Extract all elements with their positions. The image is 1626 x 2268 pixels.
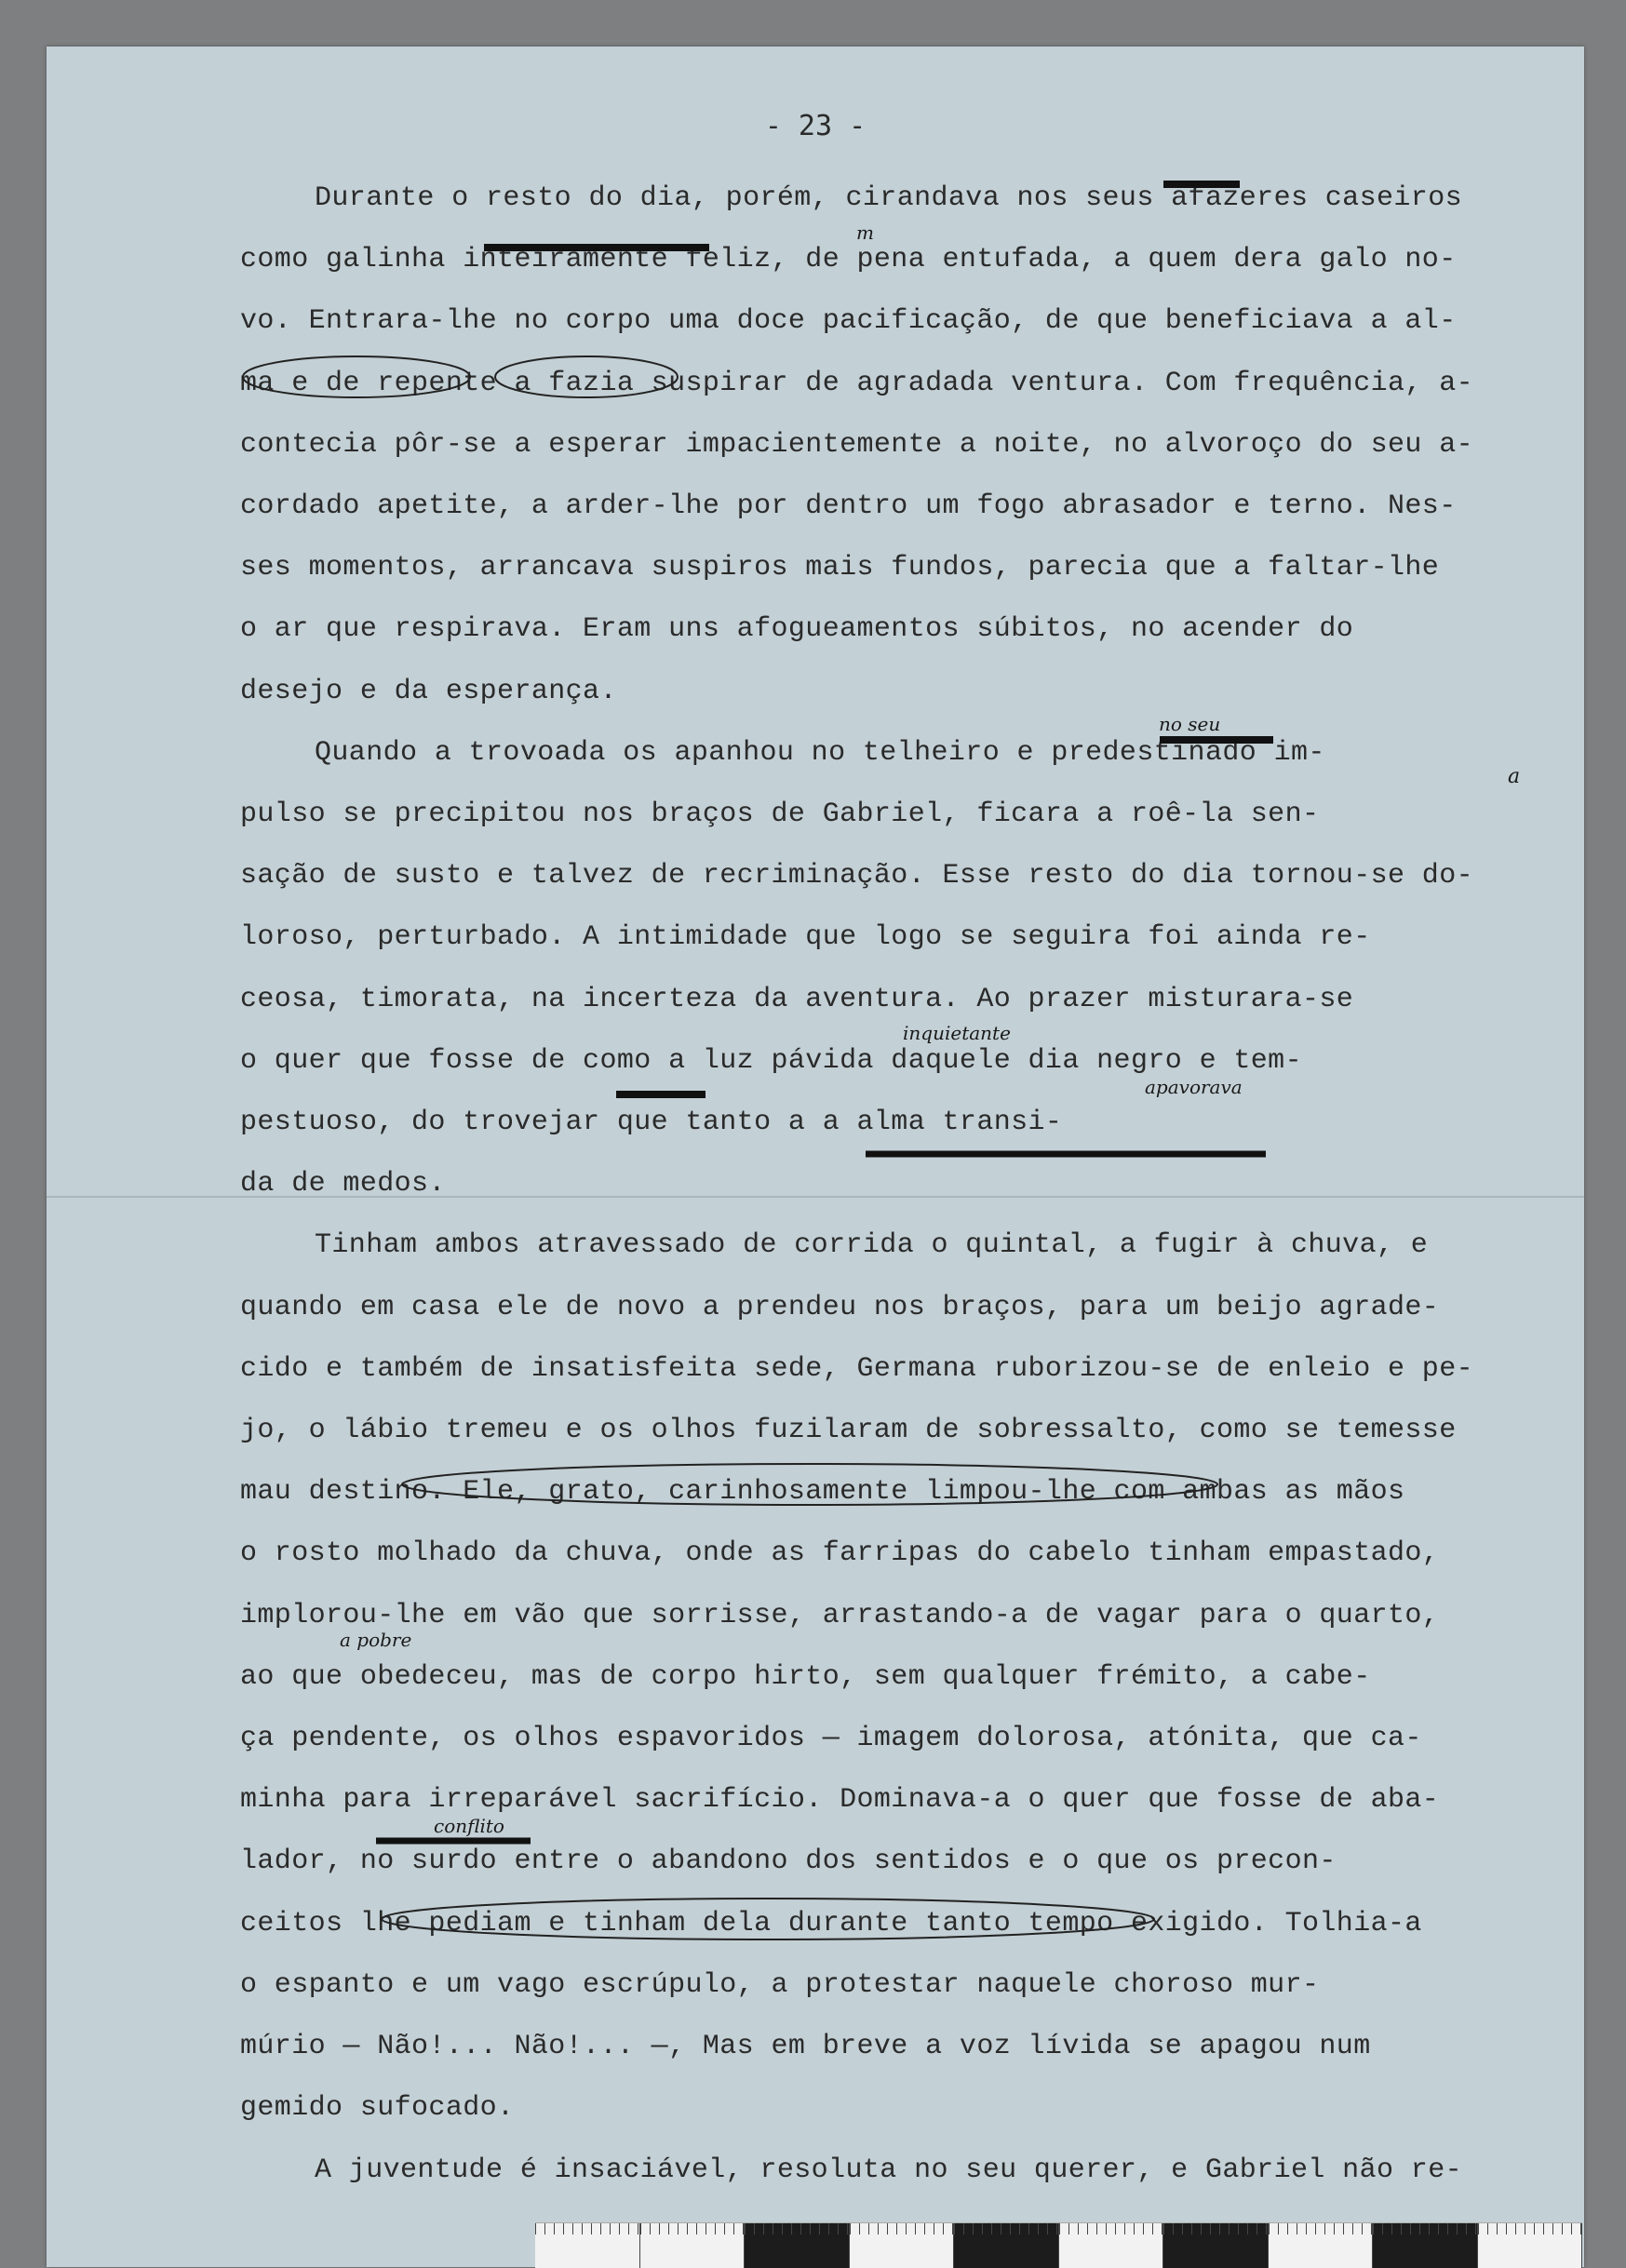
text-line: desejo e da esperança. (240, 675, 617, 707)
text-line: mau destino. Ele, grato, carinhosamente limpou-lhe com ambas as mãos (240, 1476, 1405, 1509)
text-line: vo. Entrara-lhe no corpo uma doce pacificação, de que beneficiava a al- (240, 305, 1457, 338)
text-line: múrio — Não!... Não!... —, Mas em breve a voz lívida se apagou num (240, 2031, 1371, 2063)
circle-mark (382, 1899, 1154, 1939)
text-line: pulso se precipitou nos braços de Gabriel, ficara a roê-la sen- (240, 798, 1320, 831)
text-line: cido e também de insatisfeita sede, Germana ruborizou-se de enleio e pe- (240, 1352, 1474, 1385)
text-line: ceitos lhe pediam e tinham dela durante tanto tempo exigido. Tolhia-a (240, 1907, 1422, 1939)
text-line: A juventude é insaciável, resoluta no seu querer, e Gabriel não re- (315, 2154, 1462, 2186)
handwritten-note: m (856, 221, 874, 244)
text-line: o espanto e um vago escrúpulo, a protestar naquele choroso mur- (240, 1968, 1320, 2001)
text-line: jo, o lábio tremeu e os olhos fuzilaram de sobressalto, como se temesse (240, 1415, 1457, 1447)
text-line: ao que obedeceu, mas de corpo hirto, sem qualquer frémito, a cabe- (240, 1660, 1371, 1693)
text-line: Durante o resto do dia, porém, cirandava nos seus afazeres caseiros (315, 182, 1462, 214)
text-line: cordado apetite, a arder-lhe por dentro um fogo abrasador e terno. Nes- (240, 490, 1457, 523)
circle-mark (243, 356, 470, 397)
document-page (47, 47, 1584, 2267)
text-line: como galinha inteiramente feliz, de pena entufada, a quem dera galo no- (240, 244, 1457, 276)
handwritten-note: a (1508, 765, 1521, 788)
handwritten-note: a pobre (340, 1629, 412, 1651)
color-scale-ruler (535, 2222, 1582, 2268)
text-line: o ar que respirava. Eram uns afogueamentos súbitos, no acender do (240, 613, 1354, 646)
text-line: lador, no surdo entre o abandono dos sentidos e o que os precon- (240, 1845, 1337, 1878)
page-number: - 23 - (764, 110, 867, 142)
text-line: Quando a trovoada os apanhou no telheiro e predestinado im- (315, 736, 1325, 769)
handwritten-circles (47, 47, 1584, 2267)
handwritten-note: no seu (1159, 713, 1221, 735)
text-line: ma e de repente a fazia suspirar de agradada ventura. Com frequência, a- (240, 367, 1474, 399)
text-line: o rosto molhado da chuva, onde as farripas do cabelo tinham empastado, (240, 1537, 1440, 1570)
circle-mark (495, 356, 678, 397)
text-line: loroso, perturbado. A intimidade que logo se seguira foi ainda re- (240, 921, 1371, 954)
circle-mark (402, 1464, 1217, 1505)
text-line: gemido sufocado. (240, 2092, 515, 2125)
text-line: da de medos. (240, 1168, 446, 1201)
text-line: implorou-lhe em vão que sorrisse, arrastando-a de vagar para o quarto, (240, 1599, 1440, 1631)
text-line: pestuoso, do trovejar que tanto a a alma transi- (240, 1107, 1063, 1139)
text-line: ceosa, timorata, na incerteza da aventura. Ao prazer misturara-se (240, 983, 1354, 1015)
handwritten-note: apavorava (1145, 1076, 1243, 1098)
text-line: sação de susto e talvez de recriminação. Esse resto do dia tornou-se do- (240, 860, 1474, 892)
text-line: minha para irreparável sacrifício. Dominava-a o quer que fosse de aba- (240, 1784, 1440, 1817)
handwritten-note: inquietante (903, 1022, 1011, 1044)
text-line: ça pendente, os olhos espavoridos — imagem dolorosa, atónita, que ca- (240, 1723, 1422, 1755)
text-line: contecia pôr-se a esperar impacientemente a noite, no alvoroço do seu a- (240, 428, 1474, 461)
text-line: Tinham ambos atravessado de corrida o quintal, a fugir à chuva, e (315, 1229, 1429, 1262)
text-line: quando em casa ele de novo a prendeu nos braços, para um beijo agrade- (240, 1291, 1440, 1323)
text-line: ses momentos, arrancava suspiros mais fundos, parecia que a faltar-lhe (240, 552, 1440, 584)
handwritten-note: conflito (434, 1815, 504, 1837)
text-line: o quer que fosse de como a luz pávida daquele dia negro e tem- (240, 1044, 1302, 1077)
